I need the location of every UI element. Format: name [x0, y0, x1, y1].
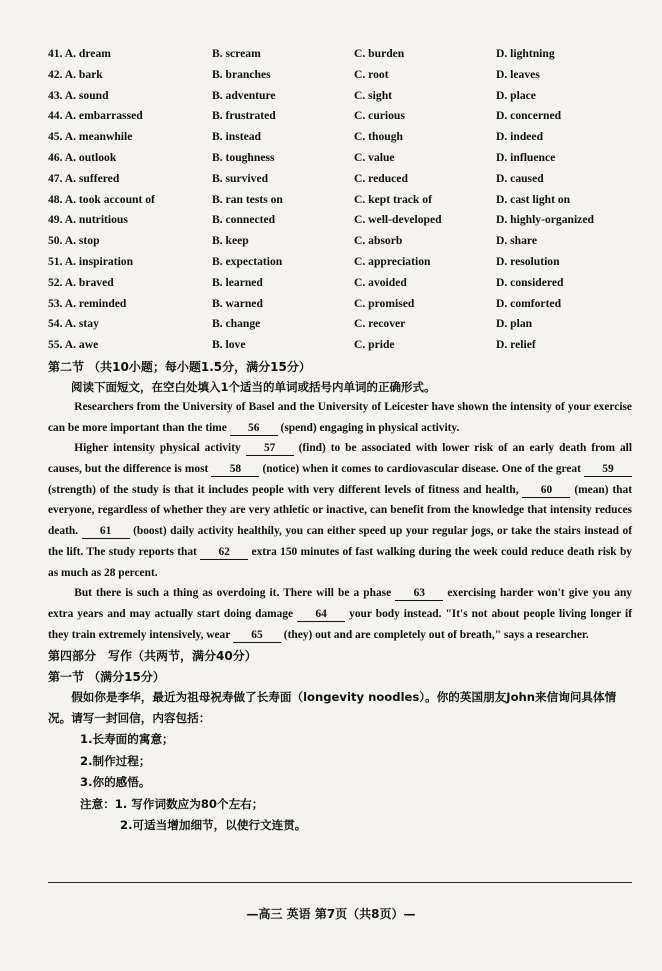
writing-note-1: 注意：1. 写作词数应为80个左右；: [80, 796, 264, 811]
blank-63[interactable]: 63: [395, 586, 443, 601]
options-table: [48, 44, 632, 356]
option-b: B. frustrated: [212, 109, 276, 123]
option-b: B. keep: [212, 234, 249, 248]
option-a: 47. A. suffered: [48, 171, 120, 185]
option-b: B. expectation: [212, 254, 283, 268]
option-a: 43. A. sound: [48, 88, 109, 102]
option-d: D. lightning: [496, 47, 555, 60]
option-d: D. relief: [496, 338, 536, 352]
option-row: [48, 335, 632, 356]
option-row: [48, 231, 632, 252]
writing-prompt: 假如你是李华，最近为祖母祝寿做了长寿面（longevity noodles）。你的英国朋友John来信询问具体情况。请写一封回信，内容包括：: [48, 690, 617, 726]
writing-note-2: 2.可适当增加细节，以使行文连贯。: [120, 818, 307, 833]
option-b: B. connected: [212, 213, 276, 227]
option-b: B. branches: [212, 67, 271, 81]
option-c: C. avoided: [354, 275, 407, 289]
writing-item-2: 2.制作过程；: [80, 753, 151, 768]
option-row: [48, 44, 632, 65]
option-d: D. place: [496, 88, 536, 102]
option-c: C. promised: [354, 296, 415, 310]
passage-paragraph-2: Higher intensity physical activity 57 (find) to be associated with lower risk of an early death from all causes, but the difference is most 58 (notice) when it comes to cardiovascular disease. One of the great 59 (strength) of the study is that it includes people with very different levels of fitness and health, 60 (mean) that everyone, regardless of whether they are very athletic or inactive, can benefit from the knowledge that intensity reduces death. 61 (boost) daily activity healthily, you can either speed up your regular jogs, or take the stairs instead of the lift. The study reports that 62 extra 150 minutes of fast walking during the week could reduce death risk by as much as 28 percent.: [48, 442, 633, 579]
option-c: C. reduced: [354, 171, 408, 185]
option-a: 55. A. awe: [48, 338, 99, 352]
option-d: D. concerned: [496, 109, 562, 123]
option-c: C. though: [354, 130, 403, 144]
option-d: D. influence: [496, 150, 556, 164]
section-2-instruction: 阅读下面短文，在空白处填入1个适当的单词或括号内单词的正确形式。: [71, 379, 436, 394]
option-a: 45. A. meanwhile: [48, 130, 133, 144]
blank-57[interactable]: 57: [246, 441, 294, 456]
part-4-subheading: 第一节 （满分15分）: [48, 670, 165, 685]
writing-item-3: 3.你的感悟。: [80, 775, 151, 790]
option-row: [48, 190, 632, 211]
option-b: B. instead: [212, 130, 261, 144]
option-a: 41. A. dream: [48, 47, 111, 60]
option-row: [48, 86, 632, 107]
blank-62[interactable]: 62: [200, 545, 248, 560]
blank-65[interactable]: 65: [233, 628, 281, 643]
option-d: D. plan: [496, 317, 533, 331]
option-a: 53. A. reminded: [48, 296, 127, 310]
option-c: C. burden: [354, 47, 405, 60]
option-b: B. adventure: [212, 88, 276, 102]
option-a: 51. A. inspiration: [48, 254, 134, 268]
option-c: C. appreciation: [354, 254, 431, 268]
option-b: B. change: [212, 317, 261, 331]
option-row: [48, 314, 632, 335]
blank-56[interactable]: 56: [230, 421, 278, 436]
option-a: 52. A. braved: [48, 275, 114, 289]
option-d: D. cast light on: [496, 192, 571, 206]
option-a: 44. A. embarrassed: [48, 109, 143, 123]
passage-paragraph-1: Researchers from the University of Basel and the University of Leicester have shown the intensity of your exercise can be more important than the time 56 (spend) engaging in physical activity.: [48, 400, 632, 434]
option-a: 48. A. took account of: [48, 192, 155, 206]
blank-61[interactable]: 61: [82, 524, 130, 539]
option-row: [48, 169, 632, 190]
option-d: D. highly-organized: [496, 213, 594, 227]
option-b: B. survived: [212, 171, 269, 185]
writing-item-1: 1.长寿面的寓意；: [80, 732, 174, 747]
answer-line-1[interactable]: [48, 882, 632, 883]
option-c: C. recover: [354, 317, 406, 331]
option-d: D. caused: [496, 171, 544, 185]
option-b: B. warned: [212, 296, 263, 310]
option-row: [48, 252, 632, 273]
option-b: B. learned: [212, 275, 263, 289]
option-b: B. toughness: [212, 150, 275, 164]
option-b: B. love: [212, 338, 246, 352]
blank-60[interactable]: 60: [522, 483, 570, 498]
option-b: B. scream: [212, 47, 261, 60]
section-2-heading: 第二节 （共10小题；每小题1.5分，满分15分）: [48, 359, 311, 374]
writing-section: [48, 646, 632, 837]
option-d: D. indeed: [496, 130, 544, 144]
option-a: 54. A. stay: [48, 317, 99, 331]
option-c: C. absorb: [354, 234, 403, 248]
page-footer: —高三 英语 第7页（共8页）—: [246, 907, 416, 921]
blank-59[interactable]: 59: [584, 462, 632, 477]
option-c: C. sight: [354, 88, 393, 102]
passage-paragraph-3: But there is such a thing as overdoing it. There will be a phase 63 exercising harder won't give you any extra years and may actually start doing damage 64 your body instead. "It's not about people living longer if they train extremely intensively, wear 65 (they) out and are completely out of breath," says a researcher.: [48, 587, 632, 641]
part-4-heading: 第四部分 写作（共两节，满分40分）: [48, 649, 257, 664]
option-d: D. share: [496, 234, 538, 248]
option-c: C. kept track of: [354, 192, 432, 206]
option-row: [48, 294, 632, 315]
option-row: [48, 127, 632, 148]
option-d: D. leaves: [496, 67, 540, 81]
option-c: C. pride: [354, 338, 395, 352]
option-c: C. value: [354, 150, 395, 164]
option-d: D. comforted: [496, 296, 562, 310]
option-d: D. resolution: [496, 254, 560, 268]
option-c: C. well-developed: [354, 213, 442, 227]
option-row: [48, 65, 632, 86]
option-a: 50. A. stop: [48, 234, 100, 248]
blank-58[interactable]: 58: [211, 462, 259, 477]
option-row: [48, 210, 632, 231]
option-a: 42. A. bark: [48, 67, 103, 81]
option-row: [48, 273, 632, 294]
option-row: [48, 148, 632, 169]
option-c: C. curious: [354, 109, 405, 123]
option-row: [48, 106, 632, 127]
option-b: B. ran tests on: [212, 192, 283, 206]
option-a: 46. A. outlook: [48, 150, 117, 164]
option-c: C. root: [354, 67, 389, 81]
option-d: D. considered: [496, 275, 564, 289]
blank-64[interactable]: 64: [297, 607, 345, 622]
option-a: 49. A. nutritious: [48, 213, 128, 227]
